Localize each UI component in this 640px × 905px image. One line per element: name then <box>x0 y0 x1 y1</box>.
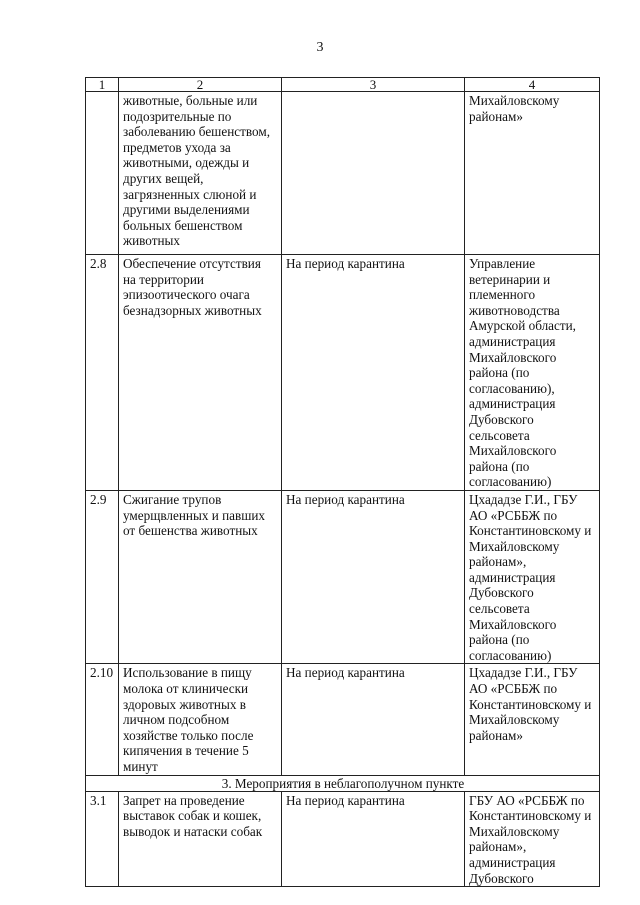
responsible-cell: Михайловскому районам» <box>465 92 600 255</box>
table-row <box>86 490 600 664</box>
header-cell-3: 3 <box>282 78 465 92</box>
table-header-row <box>86 78 600 92</box>
term-cell <box>282 92 465 255</box>
table-row <box>86 791 600 887</box>
term-cell: На период карантина <box>282 255 465 491</box>
measure-cell: животные, больные или подозрительные по заболеванию бешенством, предметов ухода за животными, одежды и других вещей, загрязненных слюной и другими выделениями больных бешенством животных <box>119 92 282 255</box>
responsible-cell: Цхададзе Г.И., ГБУ АО «РСББЖ по Константиновскому и Михайловскому районам» <box>465 664 600 775</box>
section-title: 3. Мероприятия в неблагополучном пункте <box>86 775 600 791</box>
header-cell-1: 1 <box>86 78 119 92</box>
header-cell-2: 2 <box>119 78 282 92</box>
section-header-row <box>86 775 600 791</box>
measures-table <box>85 77 600 887</box>
term-cell: На период карантина <box>282 791 465 887</box>
responsible-cell: Управление ветеринарии и племенного животноводства Амурской области, администрация Михайловского района (по согласованию), администрация Дубовского сельсовета Михайловского района (по согласованию) <box>465 255 600 491</box>
responsible-cell: ГБУ АО «РСББЖ по Константиновскому и Михайловскому районам», администрация Дубовского <box>465 791 600 887</box>
row-number: 2.9 <box>86 490 119 664</box>
row-number <box>86 92 119 255</box>
table-row <box>86 92 600 255</box>
row-number: 2.10 <box>86 664 119 775</box>
row-number: 3.1 <box>86 791 119 887</box>
page-number: 3 <box>316 40 324 55</box>
measure-cell: Запрет на проведение выставок собак и кошек, выводок и натаски собак <box>119 791 282 887</box>
responsible-cell: Цхададзе Г.И., ГБУ АО «РСББЖ по Константиновскому и Михайловскому районам», администрация Дубовского сельсовета Михайловского района (по согласованию) <box>465 490 600 664</box>
term-cell: На период карантина <box>282 664 465 775</box>
table-row <box>86 664 600 775</box>
term-cell: На период карантина <box>282 490 465 664</box>
measure-cell: Обеспечение отсутствия на территории эпизоотического очага безнадзорных животных <box>119 255 282 491</box>
header-cell-4: 4 <box>465 78 600 92</box>
measure-cell: Использование в пищу молока от клинически здоровых животных в личном подсобном хозяйстве только после кипячения в течение 5 минут <box>119 664 282 775</box>
row-number: 2.8 <box>86 255 119 491</box>
table-row <box>86 255 600 491</box>
measure-cell: Сжигание трупов умерщвленных и павших от бешенства животных <box>119 490 282 664</box>
